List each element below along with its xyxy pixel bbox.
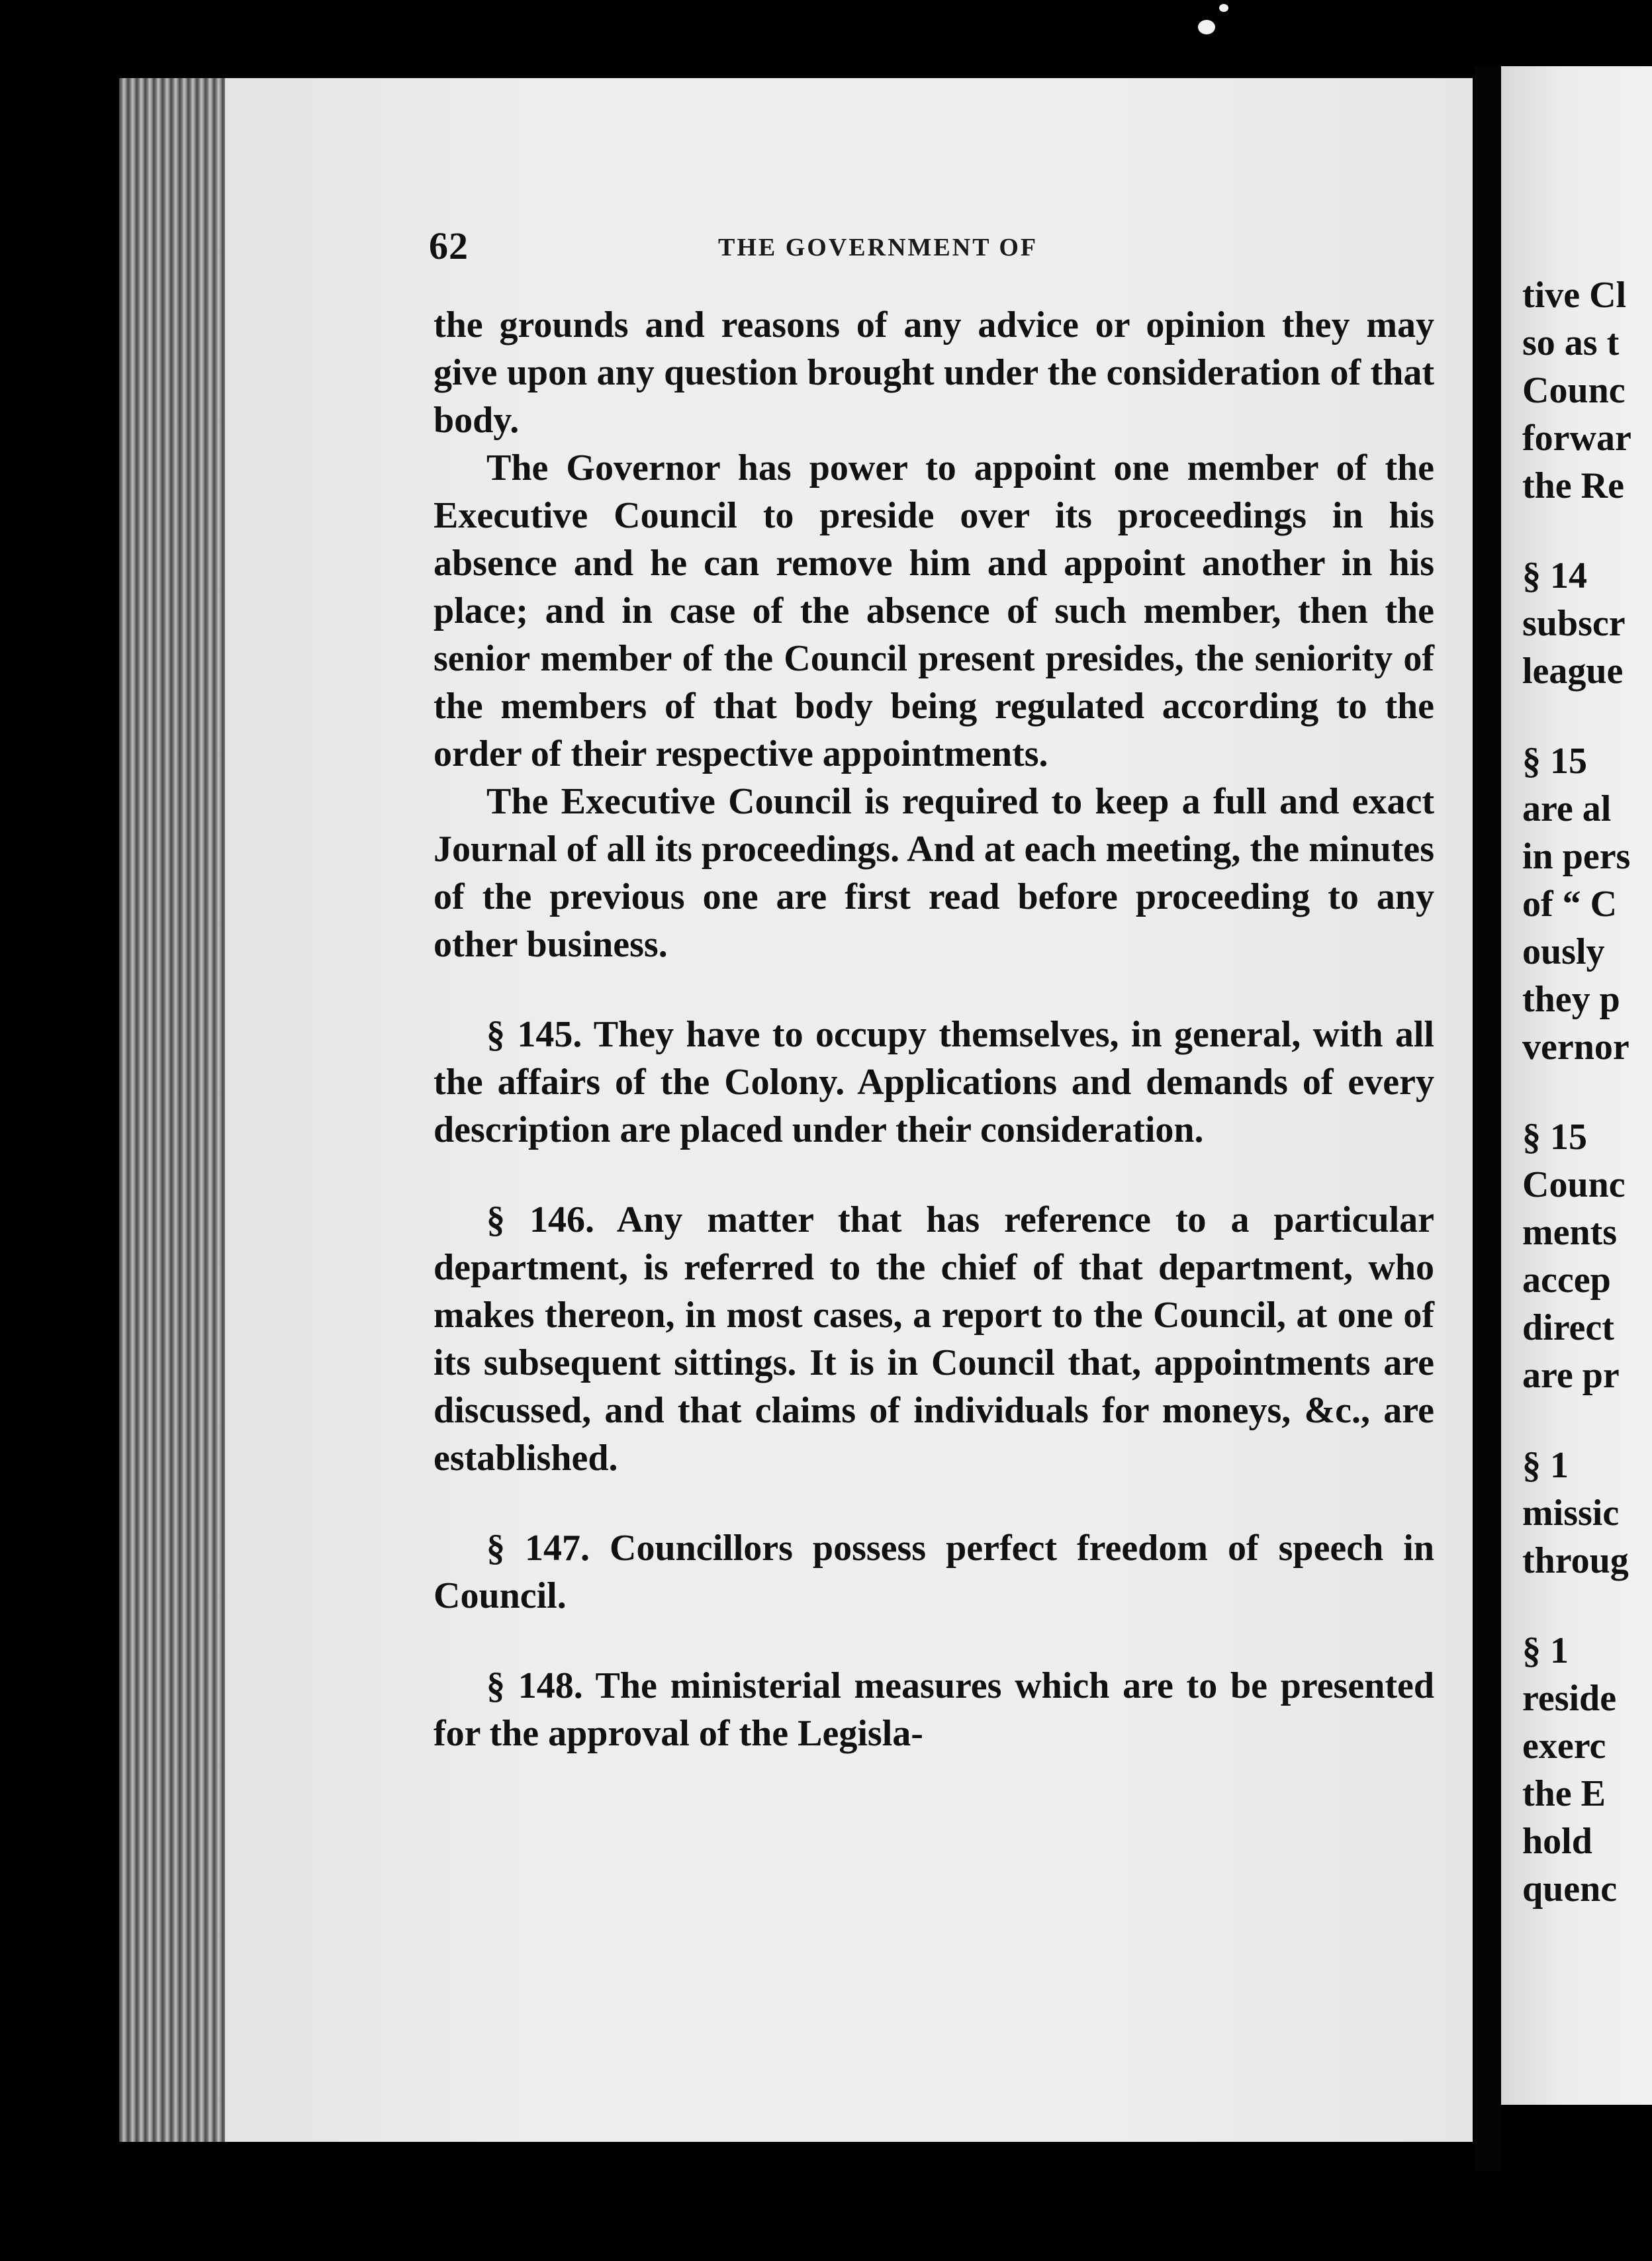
paragraph: The Governor has power to appoint one member of the Executive Council to preside over its proceedings in his absence and he can remove him and appoint another in his place; and in case of the absence of such member, then the senior member of the Council present presides, the seniority of the members of that body being regulated according to the order of their respective appointments. xyxy=(434,447,1434,774)
right-page-gap xyxy=(1522,1585,1652,1627)
right-page-line-fragment: subscr xyxy=(1522,603,1626,644)
right-page-gap xyxy=(1522,695,1652,737)
right-page-line-fragment: quenc xyxy=(1522,1869,1618,1910)
right-page-text-fragments xyxy=(1522,271,1652,1913)
paragraph: The Executive Council is required to keep a full and exact Journal of all its proceedings. And at each meeting, the minutes of the previous one are first read before proceeding to any other business. xyxy=(434,781,1434,965)
right-page-line-fragment: hold xyxy=(1522,1821,1592,1862)
right-page-line-fragment: of “ C xyxy=(1522,884,1618,925)
right-page-line-fragment: throug xyxy=(1522,1540,1629,1581)
book-gutter xyxy=(1475,66,1501,2171)
right-page-line-fragment: § 14 xyxy=(1522,555,1587,596)
running-head: THE GOVERNMENT OF xyxy=(718,234,1038,261)
right-page-line-fragment: § 1 xyxy=(1522,1630,1569,1671)
page-edges-stack xyxy=(119,78,225,2142)
right-page-line-fragment: accep xyxy=(1522,1260,1611,1301)
scan-speck xyxy=(1219,4,1228,12)
right-page-line-fragment: so as t xyxy=(1522,322,1620,363)
right-page-line-fragment: § 1 xyxy=(1522,1445,1569,1486)
scan-speck xyxy=(1198,20,1215,34)
right-page-line-fragment: vernor xyxy=(1522,1027,1629,1068)
page-number: 62 xyxy=(429,224,469,267)
section-paragraph: § 145. They have to occupy themselves, in general, with all the affairs of the Colony. Applications and demands of every description are placed under their consideration. xyxy=(434,1014,1434,1150)
right-page-gap xyxy=(1522,1071,1652,1113)
right-page-line-fragment: Counc xyxy=(1522,370,1626,411)
right-page-line-fragment: tive Cl xyxy=(1522,275,1627,316)
right-page-line-fragment: reside xyxy=(1522,1678,1617,1719)
section-paragraph: § 148. The ministerial measures which are to be presented for the approval of the Legisla- xyxy=(434,1665,1434,1754)
right-page-line-fragment: Counc xyxy=(1522,1164,1626,1205)
section-paragraph: § 147. Councillors possess perfect freedom of speech in Council. xyxy=(434,1528,1434,1616)
right-page-line-fragment: league xyxy=(1522,651,1624,692)
right-page-line-fragment: in pers xyxy=(1522,836,1631,877)
page-body-text xyxy=(434,301,1434,1757)
right-page-line-fragment: ments xyxy=(1522,1212,1618,1253)
paragraph: the grounds and reasons of any advice or opinion they may give upon any question brought under the consideration of that body. xyxy=(434,304,1434,441)
right-page-line-fragment: forwar xyxy=(1522,418,1631,459)
right-page-line-fragment: missic xyxy=(1522,1493,1620,1534)
right-page-line-fragment: are pr xyxy=(1522,1355,1620,1396)
section-paragraph: § 146. Any matter that has reference to a particular department, is referred to the chief of that department, who makes thereon, in most cases, a report to the Council, at one of its subsequent sittings. It is in Council that, appointments are discussed, and that claims of individuals for moneys, &c., are established. xyxy=(434,1199,1434,1479)
right-page-gap xyxy=(1522,510,1652,552)
right-page-line-fragment: direct xyxy=(1522,1307,1614,1348)
right-page-line-fragment: they p xyxy=(1522,979,1620,1020)
right-page-line-fragment: ously xyxy=(1522,931,1605,972)
right-page-line-fragment: exerc xyxy=(1522,1726,1606,1767)
right-page-line-fragment: the E xyxy=(1522,1773,1606,1814)
right-page-line-fragment: are al xyxy=(1522,788,1612,829)
right-page-line-fragment: § 15 xyxy=(1522,1117,1587,1158)
right-page-line-fragment: § 15 xyxy=(1522,741,1587,782)
right-page-line-fragment: the Re xyxy=(1522,465,1624,506)
right-page-gap xyxy=(1522,1399,1652,1442)
